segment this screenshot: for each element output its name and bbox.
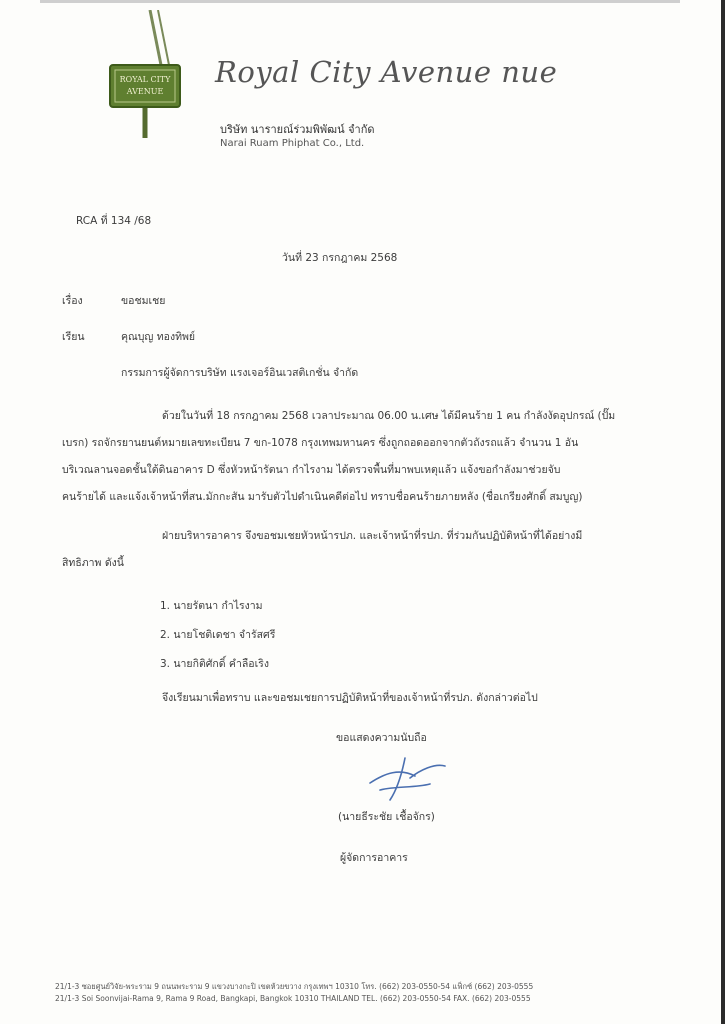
letter-date: วันที่ 23 กรกฎาคม 2568 <box>282 252 398 264</box>
paragraph-line: ด้วยในวันที่ 18 กรกฎาคม 2568 เวลาประมาณ 06.00 น.เศษ ได้มีคนร้าย 1 คน กำลังงัดอุปกรณ์ (ปั๊ม <box>162 410 616 422</box>
paragraph-line: เบรก) รถจักรยานยนต์หมายเลขทะเบียน 7 ขก-1078 กรุงเทพมหานคร ซึ่งถูกถอดออกจากตัวถังรถแล้ว จำนวน 1 อัน <box>62 437 579 449</box>
body-paragraph-1 <box>62 407 642 515</box>
paragraph-line: สิทธิภาพ ดังนี้ <box>62 557 124 569</box>
recipient-label: เรียน <box>62 331 85 343</box>
scan-right-edge <box>721 0 725 1024</box>
recipient-title: กรรมการผู้จัดการบริษัท แรงเจอร์อินเวสติเกชั่น จำกัด <box>121 367 359 379</box>
signer-name: (นายธีระชัย เชื้อจักร) <box>338 811 435 823</box>
company-name-english: Narai Ruam Phiphat Co., Ltd. <box>220 138 365 149</box>
paragraph-line: คนร้ายได้ และแจ้งเจ้าหน้าที่สน.มักกะสัน มารับตัวไปดำเนินคดีต่อไป ทราบชื่อคนร้ายภายหลัง (ชื่อเกรียงศักดิ์ สมบูญ) <box>62 491 583 503</box>
handwritten-signature <box>360 748 450 808</box>
logo-text-line2: AVENUE <box>126 87 164 96</box>
commended-name-2: 2. นายโชติเดชา จำรัสศรี <box>160 629 276 641</box>
recipient-name: คุณบุญ ทองทิพย์ <box>121 331 196 343</box>
paragraph-line: บริเวณลานจอดชั้นใต้ดินอาคาร D ซึ่งหัวหน้ารัตนา กำไรงาม ได้ตรวจพื้นที่มาพบเหตุแล้ว แจ้งขอกำลังมาช่วยจับ <box>62 464 561 476</box>
scan-top-edge <box>40 0 680 3</box>
subject-value: ขอชมเชย <box>121 295 166 307</box>
brand-name: Royal City Avenue nue <box>215 55 558 89</box>
closing-paragraph: จึงเรียนมาเพื่อทราบ และขอชมเชยการปฏิบัติหน้าที่ของเจ้าหน้าที่รปภ. ดังกล่าวต่อไป <box>162 692 538 704</box>
signer-title: ผู้จัดการอาคาร <box>340 852 408 864</box>
reference-number: RCA ที่ 134 /68 <box>76 215 152 227</box>
commended-name-3: 3. นายกิติศักดิ์ คำลือเริง <box>160 658 269 670</box>
logo-text-line1: ROYAL CITY <box>119 75 171 84</box>
footer-address-english: 21/1-3 Soi Soonvijai-Rama 9, Rama 9 Road, Bangkapi, Bangkok 10310 THAILAND TEL. (662) 203-0550-54 FAX. (662) 203-0555 <box>55 994 531 1003</box>
body-paragraph-2 <box>62 527 642 581</box>
footer-address-thai: 21/1-3 ซอยศูนย์วิจัย-พระราม 9 ถนนพระราม 9 แขวงบางกะปิ เขตห้วยขวาง กรุงเทพฯ 10310 โทร. (662) 203-0550-54 แฟ็กซ์ (662) 203-0555 <box>55 982 534 991</box>
commended-name-1: 1. นายรัตนา กำไรงาม <box>160 600 263 612</box>
royal-city-avenue-logo <box>100 10 200 140</box>
closing-salutation: ขอแสดงความนับถือ <box>336 732 427 744</box>
subject-label: เรื่อง <box>62 295 83 307</box>
paragraph-line: ฝ่ายบริหารอาคาร จึงขอชมเชยหัวหน้ารปภ. และเจ้าหน้าที่รปภ. ที่ร่วมกันปฏิบัติหน้าที่ได้อย่างมี <box>162 530 583 542</box>
company-name-thai: บริษัท นารายณ์ร่วมพิพัฒน์ จำกัด <box>220 123 375 136</box>
